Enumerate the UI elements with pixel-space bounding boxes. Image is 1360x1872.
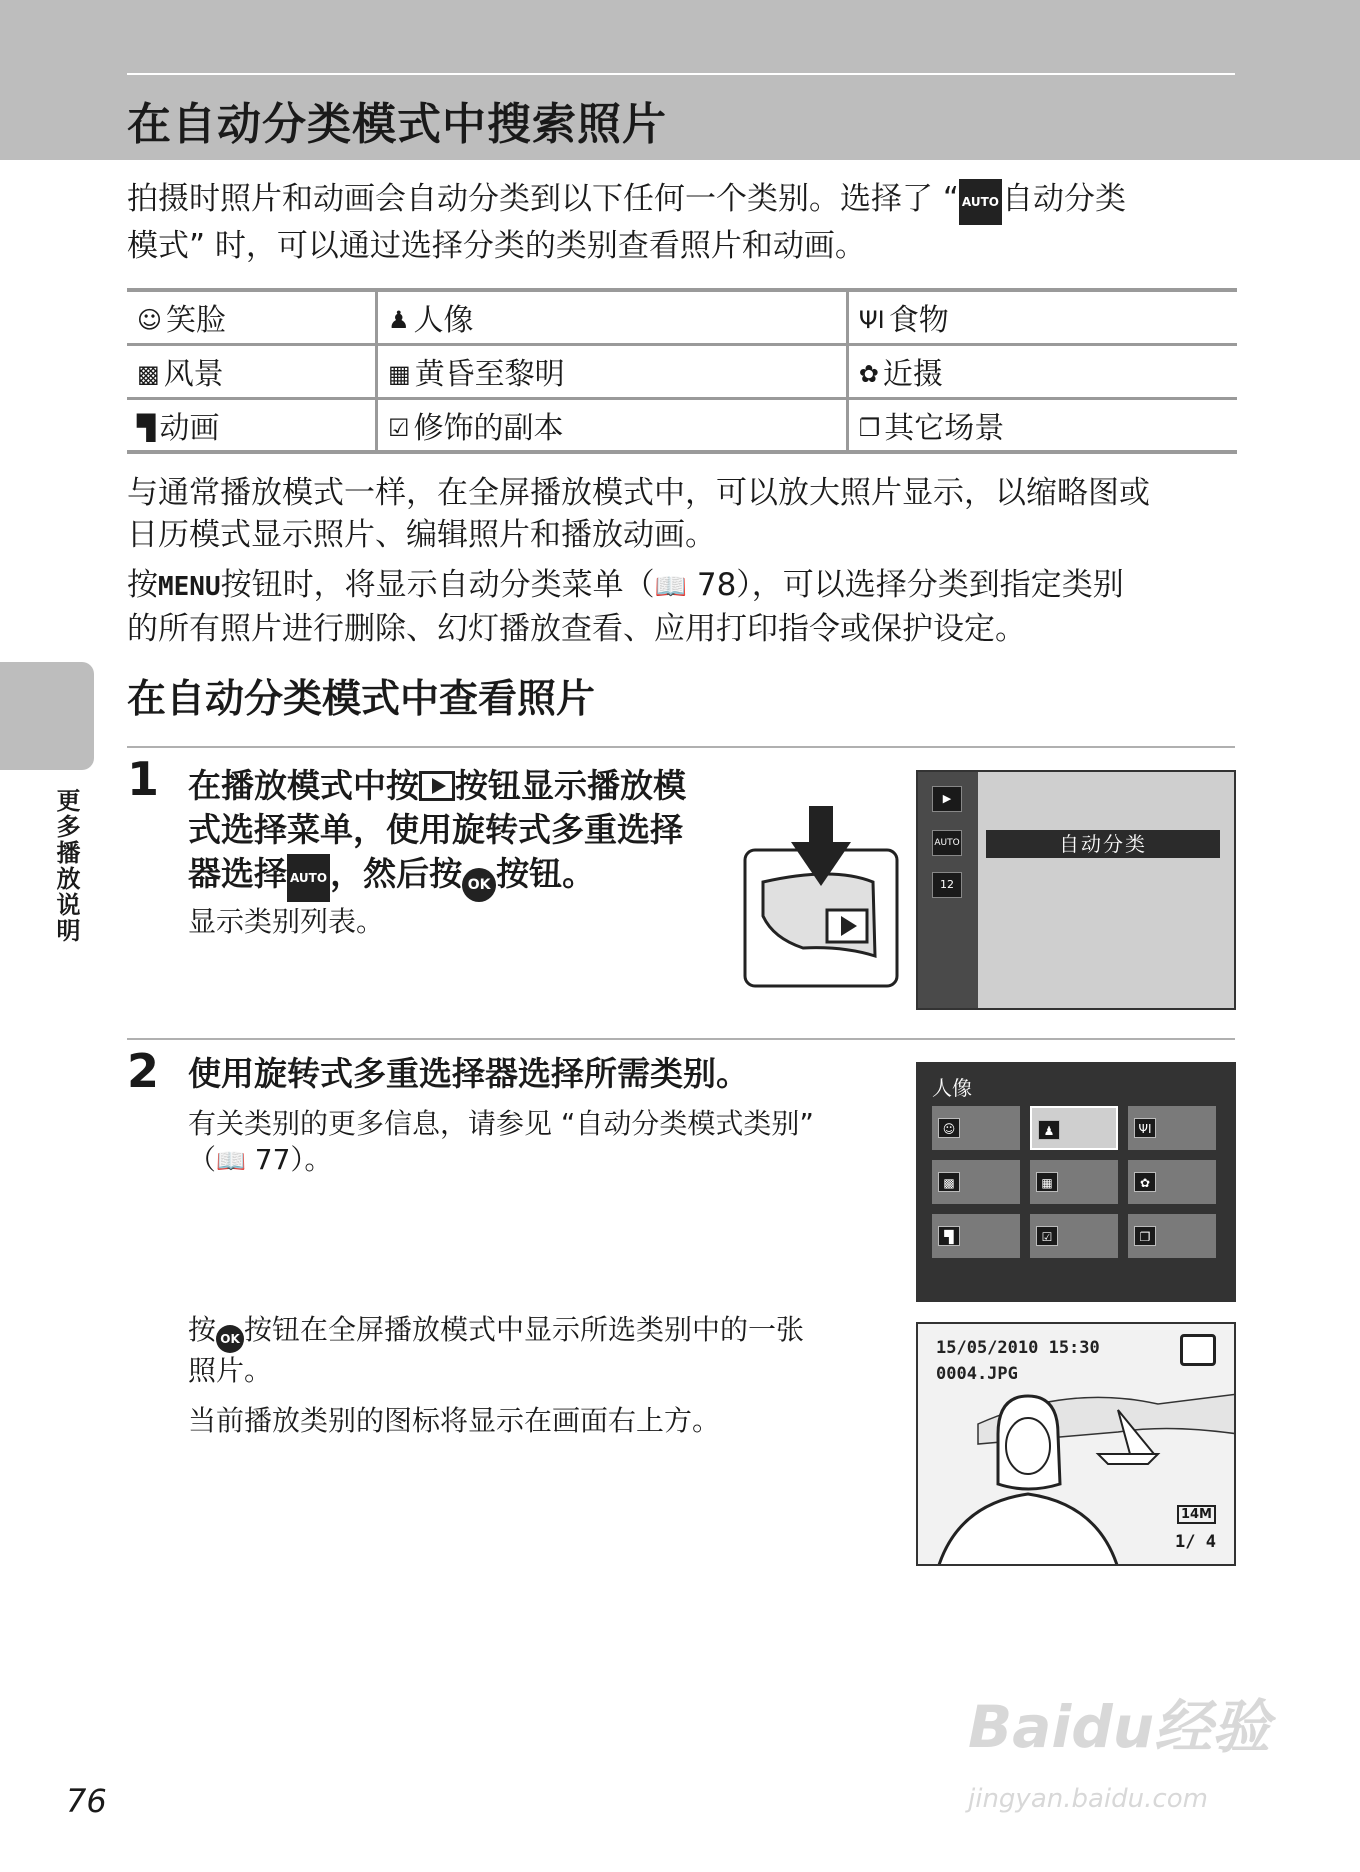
portrait-category-icon (1180, 1334, 1216, 1366)
book-ref-icon: 📖 (654, 572, 687, 602)
food-icon: ΨI (858, 306, 885, 335)
ok-button-icon: OK (462, 868, 496, 902)
full-frame-playback-screen (916, 1322, 1236, 1566)
category-row (127, 344, 1237, 398)
intro-paragraph (127, 178, 1237, 267)
para3-line2: 的所有照片进行删除、幻灯播放查看、应用打印指令或保护设定。 (127, 611, 1026, 647)
step1-line1-pre: 在播放模式中按 (188, 766, 419, 805)
dusk-dawn-icon: ▦ (1036, 1172, 1058, 1192)
step1-line2: 式选择菜单，使用旋转式多重选择 (188, 810, 683, 849)
category-label: 其它场景 (884, 410, 1005, 446)
menu-paragraph (127, 564, 1237, 650)
other-scenes-icon: ❐ (1134, 1226, 1156, 1246)
category-cell (127, 398, 377, 452)
side-tab (0, 662, 94, 770)
auto-sort-mode-icon: AUTO (932, 830, 962, 856)
step2-sub-line2-ref: 77）。 (245, 1143, 333, 1176)
selected-mode-label: 自动分类 (986, 830, 1220, 858)
step1-divider (127, 746, 1235, 748)
dusk-dawn-icon: ▦ (388, 360, 411, 388)
para3-pre: 按 (127, 567, 158, 603)
header-rule (127, 73, 1235, 75)
other-scenes-icon: ❐ (858, 413, 881, 442)
playback-mode-menu-screen (916, 770, 1236, 1010)
category-table (127, 288, 1237, 454)
category-thumb-smile (932, 1106, 1020, 1150)
category-thumb-closeup (1128, 1160, 1216, 1204)
category-label: 风景 (163, 357, 224, 392)
section-title: 在自动分类模式中查看照片 (127, 677, 596, 722)
category-label: 黄昏至黎明 (414, 357, 565, 392)
retouched-icon: ☑ (388, 413, 410, 442)
step2-divider (127, 1038, 1235, 1040)
step2-note-pre: 按 (188, 1313, 217, 1346)
landscape-icon: ▩ (137, 360, 160, 388)
filename: 0004.JPG (936, 1364, 1018, 1384)
category-title: 人像 (932, 1076, 972, 1100)
step2-note (188, 1312, 804, 1439)
page-number: 76 (66, 1782, 107, 1820)
step1-number: 1 (127, 752, 160, 806)
step2-note-post: 按钮在全屏播放模式中显示所选类别中的一张 (244, 1313, 805, 1346)
step2-number: 2 (127, 1044, 160, 1098)
category-label: 食物 (888, 303, 949, 339)
intro-line1-end: 自动分类 (1001, 181, 1126, 217)
category-selection-screen (916, 1062, 1236, 1302)
watermark-url: jingyan.baidu.com (968, 1784, 1208, 1814)
category-row (127, 290, 1237, 344)
category-thumb-movie (932, 1214, 1020, 1258)
book-ref-icon: 📖 (216, 1147, 246, 1175)
intro-line1: 拍摄时照片和动画会自动分类到以下任何一个类别。选择了 “ (127, 181, 959, 217)
step2-sub-line1: 有关类别的更多信息，请参见 “自动分类模式类别” (188, 1107, 814, 1140)
ok-button-icon: OK (216, 1325, 244, 1353)
close-up-icon: ✿ (858, 360, 879, 388)
step2-note-line3: 当前播放类别的图标将显示在画面右上方。 (188, 1404, 721, 1437)
step2-instruction: 使用旋转式多重选择器选择所需类别。 (188, 1054, 749, 1093)
category-cell (377, 398, 848, 452)
para2-line1: 与通常播放模式一样，在全屏播放模式中，可以放大照片显示，以缩略图或 (127, 475, 1150, 511)
calendar-mode-icon: 12 (932, 872, 962, 898)
category-row (127, 398, 1237, 452)
page-title: 在自动分类模式中搜索照片 (127, 99, 667, 150)
category-thumb-retouched (1030, 1214, 1118, 1258)
category-thumb-landscape (932, 1160, 1020, 1204)
category-cell (377, 344, 848, 398)
close-up-icon: ✿ (1134, 1172, 1156, 1192)
menu-button-label: MENU (158, 572, 221, 602)
side-tab-label: 更多播放说明 (52, 788, 80, 944)
category-label: 动画 (159, 410, 220, 446)
para3-post: 按钮时，将显示自动分类菜单（ (220, 567, 655, 603)
intro-line2: 模式” 时，可以通过选择分类的类别查看照片和动画。 (127, 228, 866, 264)
retouched-icon: ☑ (1036, 1226, 1058, 1246)
para2-line2: 日历模式显示照片、编辑照片和播放动画。 (127, 517, 716, 553)
category-cell (127, 290, 377, 344)
category-thumb-food (1128, 1106, 1216, 1150)
step2-sub-line2-pre: （ (188, 1143, 217, 1176)
landscape-icon: ▩ (938, 1172, 960, 1192)
frame-counter: 1/ 4 (1175, 1532, 1216, 1552)
category-label: 近摄 (882, 357, 943, 392)
category-cell (847, 344, 1237, 398)
play-mode-icon: ▶ (932, 786, 962, 812)
playback-button-illustration (743, 806, 899, 990)
step1-line3-pre: 器选择 (188, 854, 287, 893)
step2-sub (188, 1106, 814, 1179)
step1-line3-post: 按钮。 (496, 854, 596, 893)
category-cell (127, 344, 377, 398)
category-cell (847, 398, 1237, 452)
category-thumb-other (1128, 1214, 1216, 1258)
step1-sub: 显示类别列表。 (188, 905, 385, 938)
step1-line1-post: 按钮显示播放模 (455, 766, 686, 805)
category-cell (377, 290, 848, 344)
category-thumb-portrait (1030, 1106, 1118, 1150)
smile-face-icon: ☺ (137, 306, 163, 335)
playback-paragraph (127, 472, 1237, 556)
category-label: 笑脸 (166, 303, 227, 339)
category-thumb-dusk (1030, 1160, 1118, 1204)
category-label: 人像 (413, 303, 474, 339)
para3-ref: 78），可以选择分类到指定类别 (696, 567, 1124, 603)
category-cell (847, 290, 1237, 344)
auto-mode-icon: AUTO (287, 854, 330, 902)
step2-note-line2: 照片。 (188, 1354, 273, 1387)
movie-icon: ▜ (938, 1226, 960, 1246)
image-size-icon: 14M (1177, 1505, 1216, 1524)
category-label: 修饰的副本 (413, 410, 564, 446)
auto-mode-icon: AUTO (959, 179, 1002, 225)
smile-face-icon: ☺ (938, 1118, 960, 1138)
timestamp: 15/05/2010 15:30 (936, 1338, 1100, 1358)
portrait-icon: ♟ (1038, 1120, 1060, 1140)
food-icon: ΨI (1134, 1118, 1156, 1138)
portrait-icon: ♟ (388, 306, 410, 335)
step1-instructions (188, 764, 686, 902)
playback-button-icon (419, 771, 455, 801)
movie-icon: ▜ (137, 413, 156, 442)
step1-line3-mid: ，然后按 (330, 854, 463, 893)
watermark-logo: Baidu经验 (968, 1693, 1271, 1761)
